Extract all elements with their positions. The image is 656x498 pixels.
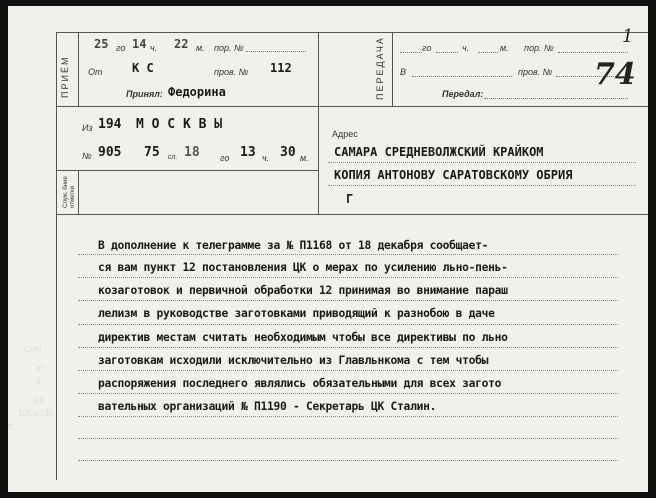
origin-number: 194 bbox=[98, 117, 122, 132]
reception-prov-label: пров. № bbox=[214, 67, 249, 77]
origin-date: 18 bbox=[184, 145, 200, 160]
transmission-por-label: пор. № bbox=[524, 43, 554, 53]
margin-a5: А5 bbox=[34, 397, 44, 406]
message-line-6: заготовкам исходили исключительно из Главльнкома с тем чтобы bbox=[98, 354, 489, 367]
reception-ot-label: От bbox=[88, 67, 103, 77]
margin-nt: нт bbox=[36, 363, 45, 372]
message-rule-8 bbox=[78, 416, 618, 417]
message-line-2: ся вам пункт 12 постановления ЦК о мерах по усилению льно-пень- bbox=[98, 261, 508, 274]
message-line-8: вательных организаций № П1190 - Секретарь ЦК Сталин. bbox=[98, 400, 437, 413]
transmission-header: ПЕРЕДАЧА bbox=[375, 36, 385, 100]
left-border bbox=[56, 32, 57, 480]
message-rule-4 bbox=[78, 324, 618, 325]
message-rule-3 bbox=[78, 300, 618, 301]
message-rule-10 bbox=[78, 460, 618, 461]
transmission-line-c bbox=[478, 52, 498, 53]
reception-hour: 14 bbox=[132, 37, 147, 51]
origin-minutes: 30 bbox=[280, 145, 296, 160]
reception-operator: Федорина bbox=[168, 85, 226, 99]
transmission-v-line bbox=[412, 76, 512, 77]
transmission-peredal-line bbox=[484, 98, 628, 99]
reception-prinyal-label: Принял: bbox=[126, 89, 163, 99]
transmission-peredal-label: Передал: bbox=[442, 89, 484, 99]
corner-handwritten-mark: 1 bbox=[622, 26, 634, 47]
transmission-line-a bbox=[400, 52, 422, 53]
reception-go-label: го bbox=[116, 43, 126, 53]
address-label: Адрес bbox=[332, 129, 358, 139]
transmission-v-label: В bbox=[400, 67, 407, 77]
service-column-rule bbox=[78, 170, 79, 214]
transmission-line-b bbox=[436, 52, 458, 53]
origin-ch-label: ч. bbox=[262, 153, 270, 163]
message-line-5: директив местам считать необходимым чтобы все директивы по льно bbox=[98, 331, 508, 344]
origin-hour: 13 bbox=[240, 145, 256, 160]
reception-line-number: 112 bbox=[270, 61, 292, 75]
reception-por-line bbox=[246, 51, 306, 52]
origin-city: М О С К В Ы bbox=[136, 117, 223, 132]
reception-day: 25 bbox=[94, 37, 109, 51]
message-line-7: распоряжения последнего являлись обязательными для всех загото bbox=[98, 377, 502, 390]
message-line-1: В дополнение к телеграмме за № П1168 от 18 декабря сообщает- bbox=[98, 239, 489, 252]
service-marks-label: Служ. бние отметки bbox=[63, 176, 76, 208]
origin-msg-no: 905 bbox=[98, 145, 122, 160]
origin-iz-label: Из bbox=[82, 123, 93, 133]
handwritten-stroke-mark: 74 bbox=[594, 57, 636, 92]
address-line3: Г bbox=[346, 192, 354, 206]
top-border bbox=[56, 32, 648, 33]
transmission-prov-label: пров. № bbox=[518, 67, 553, 77]
address-rule-1 bbox=[328, 162, 636, 163]
address-line2: КОПИЯ АНТОНОВУ САРАТОВСКОМУ ОБРИЯ bbox=[334, 168, 573, 182]
transmission-go-label: го bbox=[422, 43, 432, 53]
origin-m-label: м. bbox=[300, 153, 309, 163]
message-rule-2 bbox=[78, 277, 618, 278]
margin-4: 4 bbox=[36, 377, 41, 386]
address-rule-2 bbox=[328, 185, 636, 186]
reception-from-code: К С bbox=[132, 61, 154, 75]
reception-column-rule bbox=[78, 32, 79, 106]
message-line-4: лелизм в руководстве заготовками приводящий к разнобою в даче bbox=[98, 307, 495, 320]
origin-sl-label: сл. bbox=[168, 154, 178, 161]
margin-size: 105 х 148 bbox=[18, 409, 54, 418]
reception-ch-label: ч. bbox=[150, 43, 158, 53]
message-line-3: козаготовок и первичной обработки 12 принимая во внимание параш bbox=[98, 284, 508, 297]
origin-no-label: № bbox=[82, 151, 92, 161]
reception-por-label: пор. № bbox=[214, 43, 244, 53]
margin-g: Г. bbox=[8, 423, 14, 432]
reception-minute: 22 bbox=[174, 37, 189, 51]
address-bottom-divider bbox=[56, 214, 648, 215]
transmission-m-label: м. bbox=[500, 43, 509, 53]
message-rule-7 bbox=[78, 393, 618, 394]
transmission-por-line bbox=[558, 52, 628, 53]
reception-header: ПРИЁМ bbox=[60, 55, 70, 98]
message-rule-6 bbox=[78, 370, 618, 371]
transmission-column-rule bbox=[392, 32, 393, 106]
message-rule-9 bbox=[78, 438, 618, 439]
reception-m-label: м. bbox=[196, 43, 205, 53]
origin-divider bbox=[56, 170, 318, 171]
origin-words: 75 bbox=[144, 145, 160, 160]
origin-go-label: го bbox=[220, 153, 230, 163]
telegram-form bbox=[8, 6, 648, 492]
message-rule-1 bbox=[78, 254, 618, 255]
center-rule bbox=[318, 32, 319, 214]
message-rule-5 bbox=[78, 347, 618, 348]
address-line1: САМАРА СРЕДНЕВОЛЖСКИЙ КРАЙКОМ bbox=[334, 145, 544, 159]
header-divider bbox=[56, 106, 648, 107]
margin-stat: СтАТ bbox=[24, 345, 44, 354]
transmission-ch-label: ч. bbox=[462, 43, 470, 53]
